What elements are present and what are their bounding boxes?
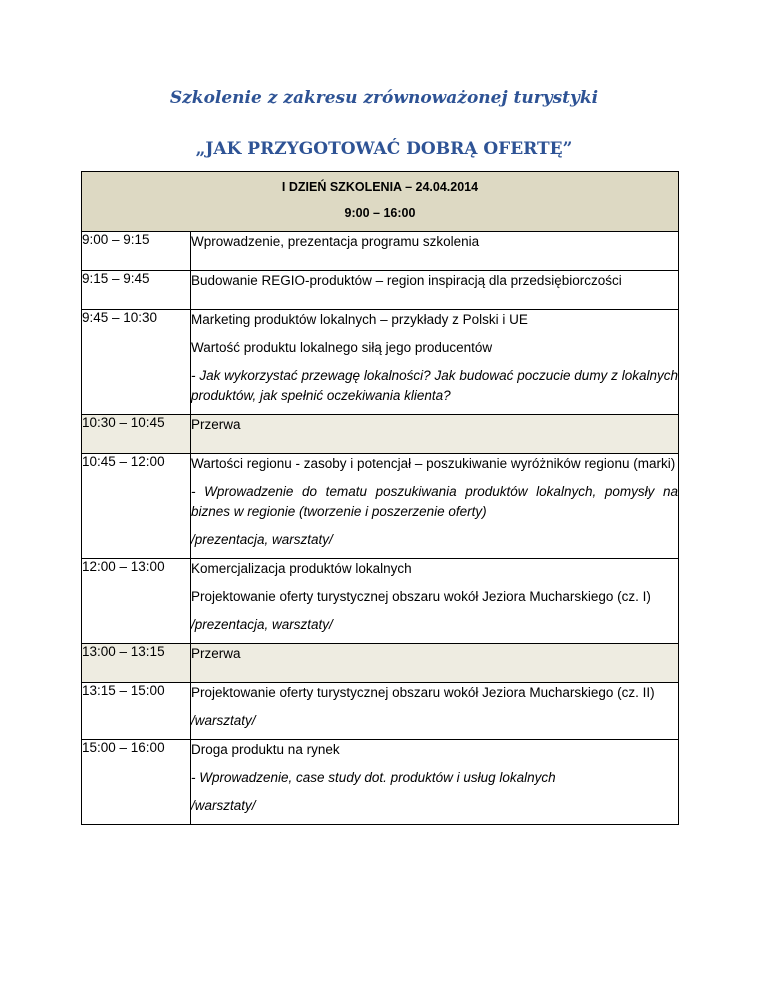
document-title: Szkolenie z zakresu zrównoważonej turystyki <box>169 88 599 108</box>
session-note: - Wprowadzenie, case study dot. produktów i usług lokalnych <box>191 770 556 785</box>
session-format: /prezentacja, warsztaty/ <box>191 532 333 547</box>
time-cell: 12:00 – 13:00 <box>82 559 191 644</box>
session-text: Marketing produktów lokalnych – przykłady z Polski i UE <box>191 312 528 327</box>
description-cell <box>191 454 679 559</box>
schedule-header <box>82 172 679 232</box>
hours-heading: 9:00 – 16:00 <box>344 206 416 220</box>
description-cell <box>191 683 679 740</box>
document-subtitle: „JAK PRZYGOTOWAĆ DOBRĄ OFERTĘ” <box>195 139 573 159</box>
break-row <box>82 415 679 454</box>
time-cell: 13:00 – 13:15 <box>82 644 191 683</box>
schedule-table <box>81 171 679 825</box>
schedule-header-row <box>82 172 679 232</box>
description-cell <box>191 415 679 454</box>
session-text: Wprowadzenie, prezentacja programu szkolenia <box>191 234 480 249</box>
table-row <box>82 740 679 825</box>
break-row <box>82 644 679 683</box>
time-cell: 15:00 – 16:00 <box>82 740 191 825</box>
table-row <box>82 683 679 740</box>
session-text: Projektowanie oferty turystycznej obszaru wokół Jeziora Mucharskiego (cz. II) <box>191 685 655 700</box>
table-row <box>82 310 679 415</box>
description-cell <box>191 232 679 271</box>
session-format: /warsztaty/ <box>191 713 256 728</box>
table-row <box>82 271 679 310</box>
description-cell <box>191 740 679 825</box>
day-heading: I DZIEŃ SZKOLENIA – 24.04.2014 <box>281 180 479 194</box>
description-cell <box>191 271 679 310</box>
table-row <box>82 232 679 271</box>
table-row <box>82 454 679 559</box>
session-format: /warsztaty/ <box>191 798 256 813</box>
time-cell: 10:30 – 10:45 <box>82 415 191 454</box>
time-cell: 9:15 – 9:45 <box>82 271 191 310</box>
time-cell: 9:45 – 10:30 <box>82 310 191 415</box>
session-text: Przerwa <box>191 417 241 432</box>
description-cell <box>191 559 679 644</box>
session-note: - Jak wykorzystać przewagę lokalności? Jak budować poczucie dumy z lokalnych produktów, jak spełnić oczekiwania klienta? <box>191 368 678 403</box>
session-note: - Wprowadzenie do tematu poszukiwania produktów lokalnych, pomysły na biznes w regionie (tworzenie i poszerzenie oferty) <box>191 484 678 519</box>
table-row <box>82 559 679 644</box>
session-text: Droga produktu na rynek <box>191 742 340 757</box>
session-text: Wartość produktu lokalnego siłą jego producentów <box>191 340 493 355</box>
description-cell <box>191 644 679 683</box>
description-cell <box>191 310 679 415</box>
session-text: Wartości regionu - zasoby i potencjał – poszukiwanie wyróżników regionu (marki) <box>191 456 676 471</box>
time-cell: 13:15 – 15:00 <box>82 683 191 740</box>
session-format: /prezentacja, warsztaty/ <box>191 617 333 632</box>
session-text: Przerwa <box>191 646 241 661</box>
time-cell: 10:45 – 12:00 <box>82 454 191 559</box>
time-cell: 9:00 – 9:15 <box>82 232 191 271</box>
session-text: Budowanie REGIO-produktów – region inspiracją dla przedsiębiorczości <box>191 273 622 288</box>
session-text: Komercjalizacja produktów lokalnych <box>191 561 412 576</box>
session-text: Projektowanie oferty turystycznej obszaru wokół Jeziora Mucharskiego (cz. I) <box>191 589 651 604</box>
